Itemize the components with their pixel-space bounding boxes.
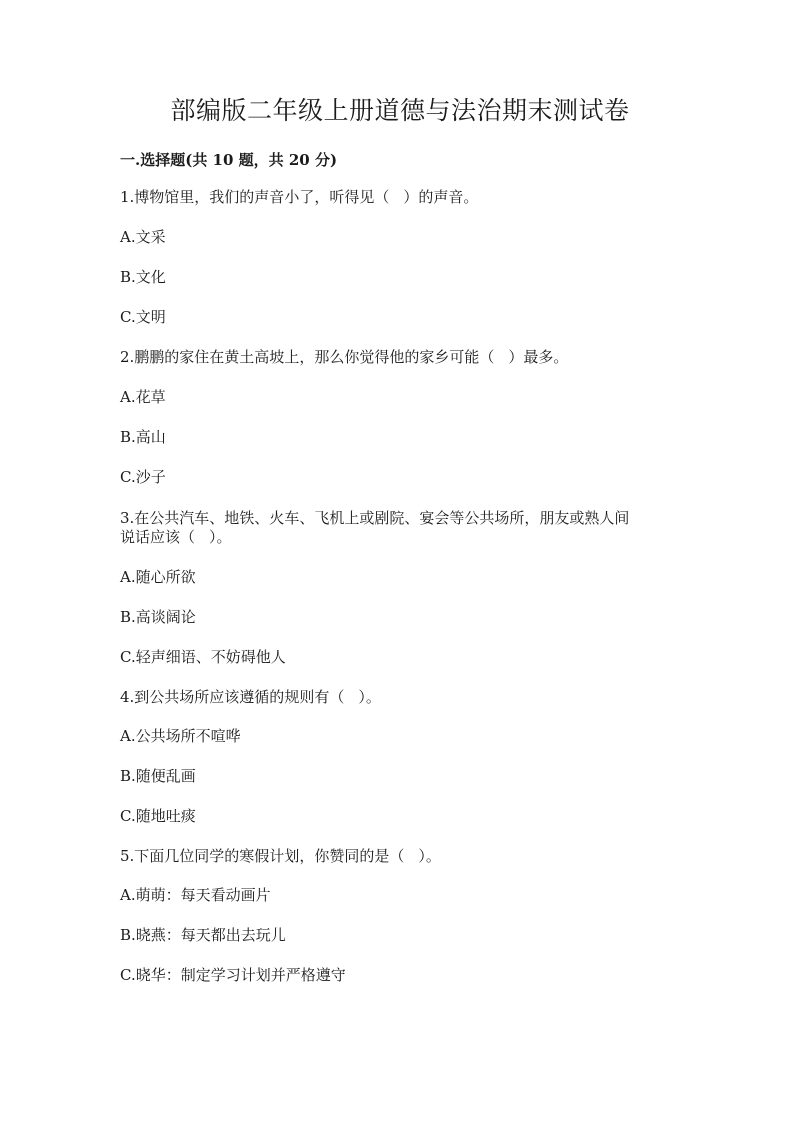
question-2-option-a: A.花草 xyxy=(120,388,166,406)
answer-blank xyxy=(389,185,403,209)
question-3-option-b: B.高谈阔论 xyxy=(120,608,196,626)
answer-blank xyxy=(195,525,209,549)
question-5-option-b: B.晓燕：每天都出去玩儿 xyxy=(120,926,286,944)
question-2-stem xyxy=(120,345,680,369)
question-1-option-a: A.文采 xyxy=(120,228,166,246)
question-5-text-end: ）。 xyxy=(418,847,441,865)
question-3-text-end: ）。 xyxy=(209,528,232,546)
page-title: 部编版二年级上册道德与法治期末测试卷 xyxy=(170,96,630,125)
question-4-text-end: ）。 xyxy=(358,688,381,706)
question-1-option-c: C.文明 xyxy=(120,308,166,326)
question-5-option-c: C.晓华：制定学习计划并严格遵守 xyxy=(120,966,346,984)
question-1-text: 1.博物馆里，我们的声音小了，听得见（ xyxy=(120,188,390,206)
question-3-stem-line-1: 3.在公共汽车、地铁、火车、飞机上或剧院、宴会等公共场所，朋友或熟人间 xyxy=(120,509,630,527)
question-2-option-b: B.高山 xyxy=(120,428,166,446)
question-3-option-a: A.随心所欲 xyxy=(120,568,196,586)
question-3-stem-line-2 xyxy=(120,525,680,549)
question-3-text: 说话应该（ xyxy=(120,528,196,546)
question-5-stem xyxy=(120,844,680,868)
question-4-text: 4.到公共场所应该遵循的规则有（ xyxy=(120,688,345,706)
question-1-stem xyxy=(120,185,680,209)
question-3-option-c: C.轻声细语、不妨碍他人 xyxy=(120,648,286,666)
section-heading: 一.选择题(共 10 题，共 20 分) xyxy=(120,151,338,169)
question-2-text: 2.鹏鹏的家住在黄土高坡上，那么你觉得他的家乡可能（ xyxy=(120,348,495,366)
answer-blank xyxy=(494,345,508,369)
question-4-option-c: C.随地吐痰 xyxy=(120,807,196,825)
answer-blank xyxy=(404,844,418,868)
question-5-option-a: A.萌萌：每天看动画片 xyxy=(120,886,271,904)
question-2-option-c: C.沙子 xyxy=(120,468,166,486)
question-4-stem xyxy=(120,685,680,709)
question-4-option-b: B.随便乱画 xyxy=(120,767,196,785)
answer-blank xyxy=(344,685,358,709)
question-4-option-a: A.公共场所不喧哗 xyxy=(120,727,241,745)
question-1-text-end: ）的声音。 xyxy=(403,188,479,206)
question-5-text: 5.下面几位同学的寒假计划，你赞同的是（ xyxy=(120,847,405,865)
question-2-text-end: ）最多。 xyxy=(508,348,569,366)
question-1-option-b: B.文化 xyxy=(120,268,166,286)
